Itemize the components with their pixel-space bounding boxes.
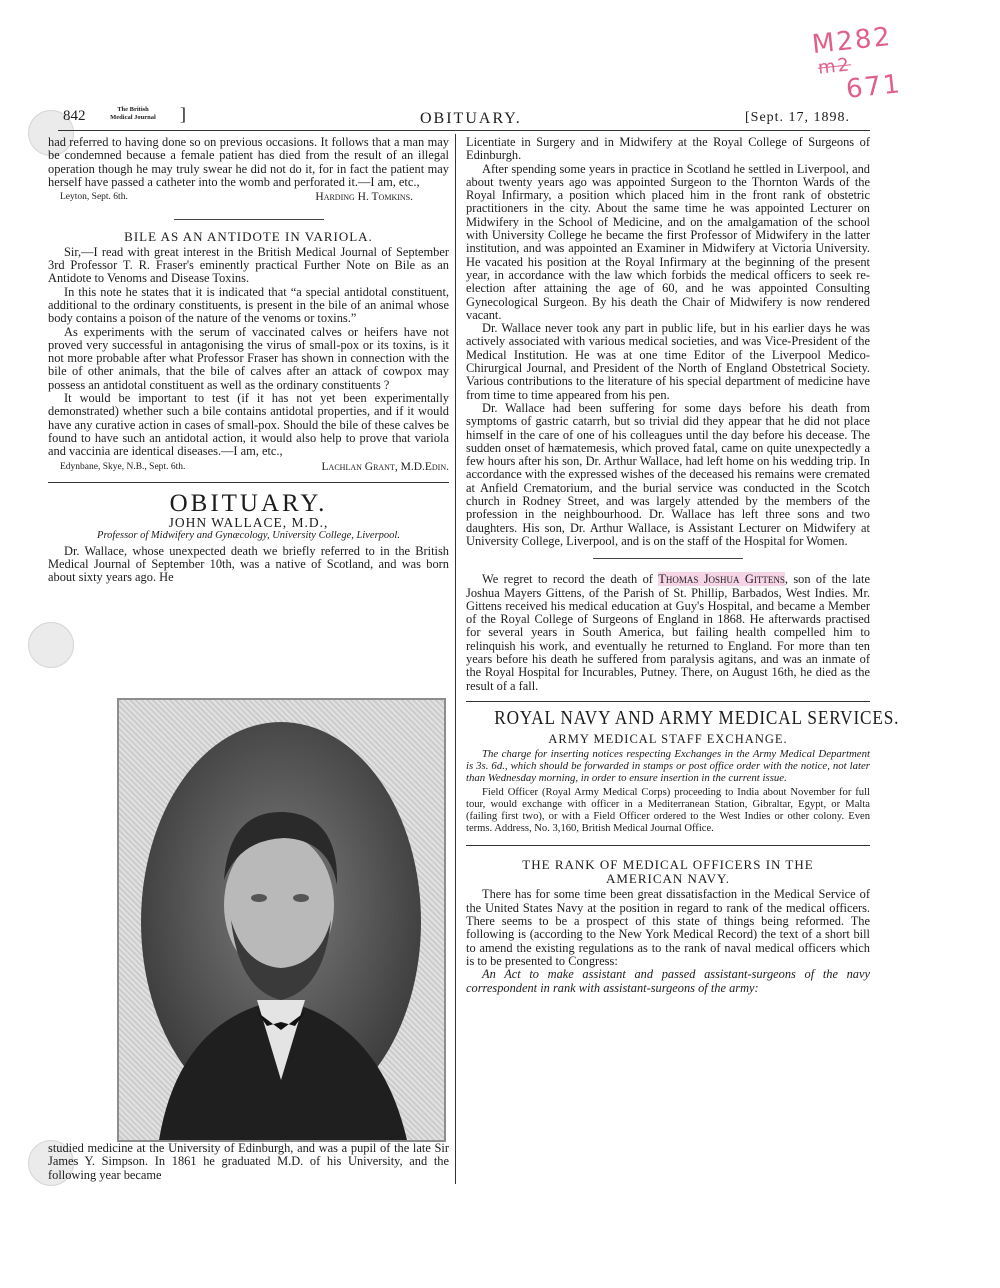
column-divider <box>455 134 456 1184</box>
bile-paragraph-2: In this note he states that it is indicated that “a special antidotal constituent, additional to the ordinary constituents, is present in the bile of an animal whose body contains a poison of the nature of the venoms or toxins.” <box>48 284 449 326</box>
handwritten-annotation-bottom: 671 <box>844 69 904 105</box>
letter-tomkins-signature: Harding H. Tomkins. <box>315 191 413 204</box>
bile-heading: BILE AS AN ANTIDOTE IN VARIOLA. <box>124 229 373 245</box>
page-number: 842 <box>63 108 86 124</box>
obituary-heading: OBITUARY. <box>169 489 328 517</box>
journal-mark <box>88 106 178 122</box>
portrait-eye-left <box>251 894 267 902</box>
wallace-paragraph-1: Licentiate in Surgery and in Midwifery at the Royal College of Surgeons of Edinburgh. <box>466 135 870 163</box>
exchange-notice: Field Officer (Royal Army Medical Corps) proceeding to India about November for full tour, would exchange with officer in a Mediterranean Station, Gibraltar, Egypt, or Malta (failing first two), or with a Field Officer ordered to the West Indies or other colony. Even terms. Address, No. 3,160, British Medical Journal Office. <box>466 787 870 835</box>
bile-paragraph-1: Sir,—I read with great interest in the British Medical Journal of September 3rd Professor T. R. Fraser's eminently practical Further Note on Bile as an Antidote to Venoms and Disease Toxins. <box>48 244 449 286</box>
wallace-paragraph-3: Dr. Wallace never took any part in public life, but in his earlier days he was actively associated with various medical societies, and was Vice-President of the Medical Institution. He was at one time Editor of the Liverpool Medico-Chirurgical Journal, and President of the North of England Obstetrical Society. Various contributions to the literature of his special department of medicine have from time to time appeared from his pen. <box>466 321 870 402</box>
portrait-photo <box>117 698 446 1142</box>
header-rule <box>58 130 870 131</box>
running-title: OBITUARY. <box>420 110 522 127</box>
journal-mark-line2: Medical Journal <box>110 114 156 121</box>
issue-date: [Sept. 17, 1898. <box>745 110 851 125</box>
wallace-paragraph-2: After spending some years in practice in Scotland he settled in Liverpool, and about twenty years ago was appointed Surgeon to the Thornton Wards of the Royal Infirmary, a position which placed him in the front rank of obstetric practitioners in the city. About the same time he was appointed Lecturer on Midwifery in the School of Medicine, and on the amalgamation of the school with University College he became the first Professor of Midwifery in the latter institution, and was appointed an Examiner in Midwifery at Victoria University. He vacated his position at the Royal Infirmary at the beginning of the present year, in accordance with the law which forbids the medical officers to seek re-election after attaining the age of 60, and he was appointed Consulting Gynecological Surgeon. By his death the Chair of Midwifery is now rendered vacant. <box>466 161 870 322</box>
rank-paragraph-1: There has for some time been great dissatisfaction in the Medical Service of the United States Navy at the position in regard to rank of the medical officers. There seems to be a prospect of this state of things being reformed. The following is (according to the New York Medical Record) the text of a short bill to amend the existing regulations as to the rank of naval medical officers which is to be presented to Congress: <box>466 887 870 968</box>
section-rule-full <box>466 845 870 846</box>
exchange-note: The charge for inserting notices respecting Exchanges in the Army Medical Department is 3s. 6d., which should be forwarded in stamps or post office order with the notice, not later than Wednesday morning, in order to ensure insertion in the current issue. <box>466 748 870 785</box>
section-rule <box>593 558 743 559</box>
obituary-name: JOHN WALLACE, M.D., <box>168 515 329 531</box>
left-column-continuation <box>48 1142 449 1182</box>
portrait-eye-right <box>293 894 309 902</box>
rank-paragraph-2: An Act to make assistant and passed assistant-surgeons of the navy correspondent in rank with assistant-surgeons of the army: <box>466 967 870 995</box>
rank-heading: THE RANK OF MEDICAL OFFICERS IN THE AMERICAN NAVY. <box>522 857 814 887</box>
obituary-paragraph-1: Dr. Wallace, whose unexpected death we briefly referred to in the British Medical Journal of September 10th, was a native of Scotland, and was born about sixty years ago. He <box>48 543 449 585</box>
punch-hole-middle <box>28 622 74 668</box>
section-rule <box>174 219 324 220</box>
navy-heading: ROYAL NAVY AND ARMY MEDICAL SERVICES. <box>494 706 900 729</box>
wallace-paragraph-4: Dr. Wallace had been suffering for some days before his death from symptoms of gastric catarrh, but so trivial did they appear that he did not place himself in the care of one of his colleagues until the day before his decease. The sudden onset of hæmatemesis, which proved fatal, came on quite unexpectedly a few hours after his son, Dr. Arthur Wallace, had left home on his wedding trip. In accordance with the expressed wishes of the deceased his remains were cremated at Anfield Crematorium, and the burial service was conducted in the Scotch church in Rodney Street, and was largely attended by the members of the profession in the neighbourhood. Dr. Wallace has left three sons and two daughters. His son, Dr. Arthur Wallace, is Assistant Lecturer on Midwifery at University College, Liverpool, and is on the staff of the Hospital for Women. <box>466 400 870 548</box>
handwritten-annotation-struck: m2 <box>816 54 853 79</box>
bile-signature: Lachlan Grant, M.D.Edin. <box>321 460 449 473</box>
bile-paragraph-4: It would be important to test (if it has not yet been experimentally demonstrated) whether such a bile contains antidotal properties, and if it would have any curative action in cases of small-pox. Should the bile of these calves be found to have such an antidotal action, it would also help to prove that variola and vaccinia are identical diseases.—I am, etc., <box>48 391 449 459</box>
bile-signoff <box>48 461 449 474</box>
gittens-rest: , son of the late Joshua Mayers Gittens, of the Parish of St. Phillip, Barbados, West Indies. Mr. Gittens received his medical education at Guy's Hospital, and became a Member of the Royal College of Surgeons of England in 1868. He afterwards practised for several years in South America, but failing health compelled him to relinquish his work, and eventually he returned to England. For more than ten years before his death he suffered from paralysis agitans, and was an inmate of the Royal Hospital for Incurables, Putney. There, on August 16th, he died as the result of a fall. <box>466 572 870 693</box>
letter-tomkins-place: Leyton, Sept. 6th. <box>60 192 128 203</box>
handwritten-annotation-top: M282 <box>810 21 894 61</box>
gittens-name: Thomas Joshua Gittens <box>658 572 785 587</box>
section-rule-full <box>466 701 870 702</box>
portrait-image <box>119 700 444 1140</box>
bile-place: Edynbane, Skye, N.B., Sept. 6th. <box>60 461 186 472</box>
right-column <box>466 135 900 995</box>
journal-mark-line1: The British <box>117 106 149 113</box>
gittens-lead: We regret to record the death of <box>482 572 659 587</box>
left-column <box>48 136 449 585</box>
bile-paragraph-3: As experiments with the serum of vaccinated calves or heifers have not proved very successful in antagonising the virus of small-pox or its toxins, is it not more probable after what Professor Fraser has shown in connection with the bile of other animals, that the bile of calves after an attack of cowpox may possess an antidotal constituent as well as the ordinary constituents ? <box>48 324 449 392</box>
exchange-heading: ARMY MEDICAL STAFF EXCHANGE. <box>548 732 788 747</box>
letter-tomkins-signoff <box>48 191 449 204</box>
section-rule-full <box>48 482 449 483</box>
letter-tomkins-text: had referred to having done so on previous occasions. It follows that a man may be condemned because a female patient has died from the result of an illegal operation though he may truly swear he did not do it, for in fact the patient may herself have passed a catheter into the womb and perforated it.—I am, etc., <box>48 135 449 189</box>
obituary-affiliation: Professor of Midwifery and Gynæcology, University College, Liverpool. <box>97 530 400 542</box>
header-bracket: ] <box>180 104 186 124</box>
obituary-paragraph-2: studied medicine at the University of Edinburgh, and was a pupil of the late Sir James Y. Simpson. In 1861 he graduated M.D. of his University, and the following year became <box>48 1141 449 1182</box>
gittens-paragraph <box>466 573 870 693</box>
